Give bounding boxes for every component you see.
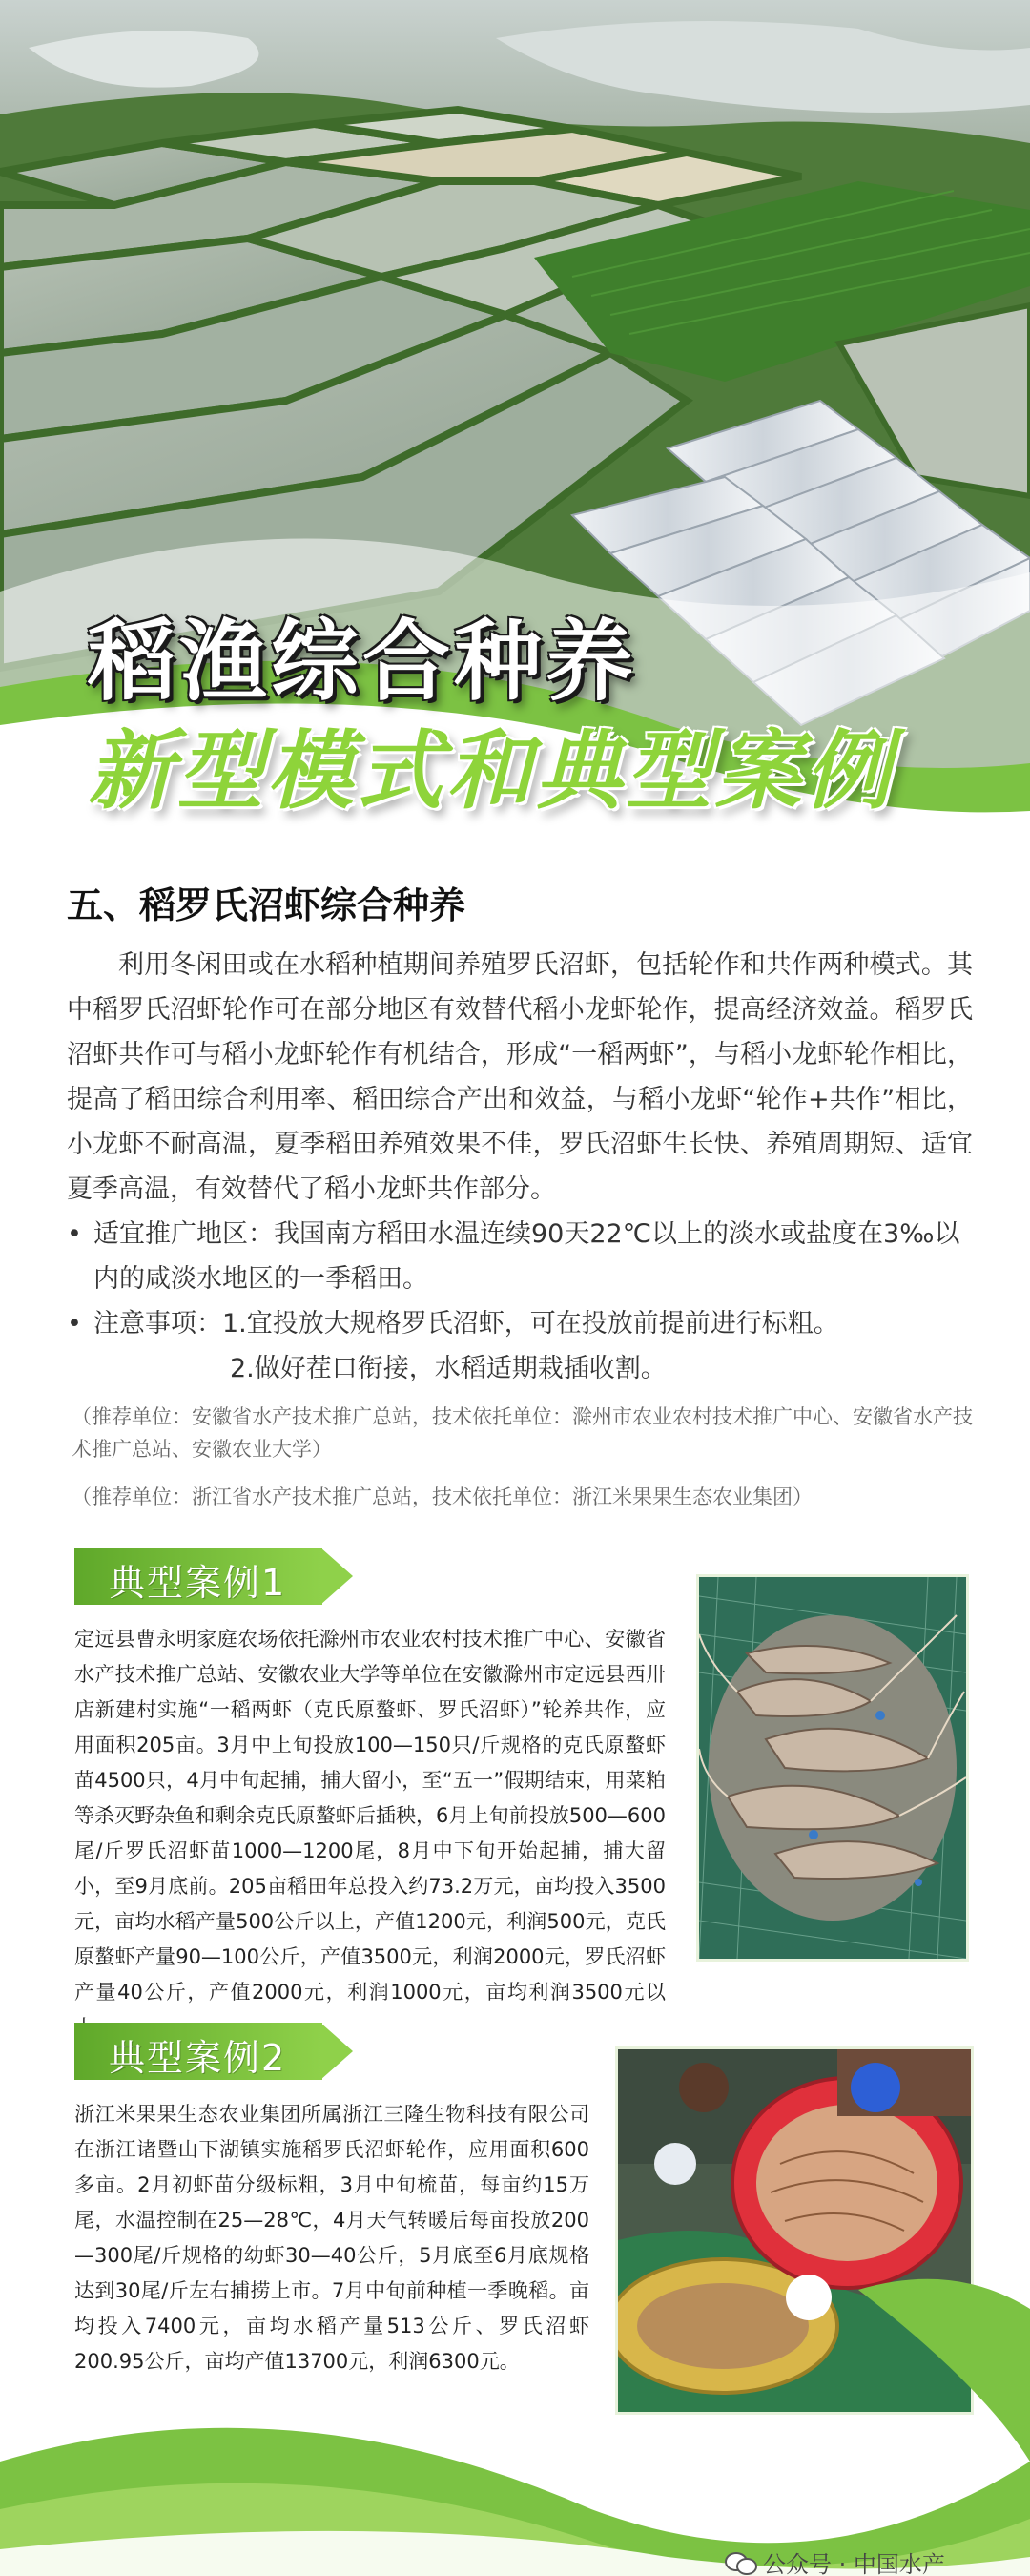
case2-badge-label: 典型案例2 (109, 2037, 287, 2079)
case1-text: 定远县曹永明家庭农场依托滁州市农业农村技术推广中心、安徽省水产技术推广总站、安徽农业大学等单位在安徽滁州市定远县西卅店新建村实施“一稻两虾（克氏原螯虾、罗氏沼虾）”轮养共作，应用面积205亩。3月中上旬投放100—150只/斤规格的克氏原螯虾苗4500只，4月中旬起捕，捕大留小，至“五一”假期结束，用菜粕等杀灭野杂鱼和剩余克氏原螯虾后插秧，6月上旬前投放500—600尾/斤罗氏沼虾苗1000—1200尾，8月中下旬开始起捕，捕大留小，至9月底前。205亩稻田年总投入约73.2万元，亩均投入3500元，亩均水稻产量500公斤以上，产值1200元，利润500元，克氏原螯虾产量90—100公斤，产值3500元，利润2000元，罗氏沼虾产量40公斤，产值2000元，利润1000元，亩均利润3500元以 (74, 1628, 666, 2004)
footer-brand-text: 公众号 · 中国水产 (763, 2551, 945, 2576)
case1-badge-label: 典型案例1 (109, 1562, 287, 1604)
footer-green-wave (0, 2271, 1030, 2576)
title-line-2: 新型模式和典型案例 (88, 721, 895, 821)
wechat-icon (725, 2550, 757, 2575)
case1-badge (74, 1548, 356, 1605)
footer-brand (725, 2545, 945, 2576)
credit-1: （推荐单位：安徽省水产技术推广总站，技术依托单位：滁州市农业农村技术推广中心、安徽省水产技术推广总站、安徽农业大学） (72, 1405, 973, 1461)
shrimp-photo-illustration (699, 1577, 966, 1959)
bullet-area (67, 1212, 973, 1301)
bullet-list (67, 1212, 973, 1391)
bullet-note-1-text: 注意事项：1.宜投放大规格罗氏沼虾，可在投放前提前进行标粗。 (93, 1309, 839, 1339)
bullet-dot-icon: • (67, 1309, 82, 1339)
case2-text: 浙江米果果生态农业集团所属浙江三隆生物科技有限公司在浙江诸暨山下湖镇实施稻罗氏沼虾轮作，应用面积600多亩。2月初虾苗分级标粗，3月中旬梳苗，每亩约15万尾，水温控制在25—28℃，4月天气转暖后每亩投放200—300尾/斤规格的幼虾30—40公斤，5月底至6月底规格达到30尾/斤左右捕捞上市。7月中旬前种植一季晚稻。亩均投入7400元，亩均水稻产量513公斤、罗氏沼虾200.95公斤，亩均产值13700元，利润6300元。 (74, 2103, 589, 2373)
section-heading: 五、稻罗氏沼虾综合种养 (67, 884, 466, 926)
hero-aerial-photo (0, 0, 1030, 840)
bullet-note-2-text: 2.做好茬口衔接，水稻适期栽插收割。 (230, 1354, 667, 1383)
title-line-1: 稻渔综合种养 (88, 611, 638, 713)
credit-2: （推荐单位：浙江省水产技术推广总站，技术依托单位：浙江米果果生态农业集团） (72, 1485, 813, 1508)
bullet-area-text: 适宜推广地区：我国南方稻田水温连续90天22℃以上的淡水或盐度在3‰以内的咸淡水地区的一季稻田。 (93, 1219, 960, 1294)
case1-photo-shrimp-in-net (696, 1574, 969, 1962)
case2-badge (74, 2023, 356, 2080)
arrow-right-icon (320, 1548, 353, 1605)
credits-block (72, 1401, 978, 1528)
bullet-notes (67, 1301, 973, 1346)
intro-paragraph: 利用冬闲田或在水稻种植期间养殖罗氏沼虾，包括轮作和共作两种模式。其中稻罗氏沼虾轮作可在部分地区有效替代稻小龙虾轮作，提高经济效益。稻罗氏沼虾共作可与稻小龙虾轮作有机结合，形成“一稻两虾”，与稻小龙虾轮作相比，提高了稻田综合利用率、稻田综合产出和效益，与稻小龙虾“轮作+共作”相比，小龙虾不耐高温，夏季稻田养殖效果不佳，罗氏沼虾生长快、养殖周期短、适宜夏季高温，有效替代了稻小龙虾共作部分。 (67, 950, 973, 1204)
bullet-dot-icon: • (67, 1219, 82, 1249)
arrow-right-icon (320, 2023, 353, 2080)
